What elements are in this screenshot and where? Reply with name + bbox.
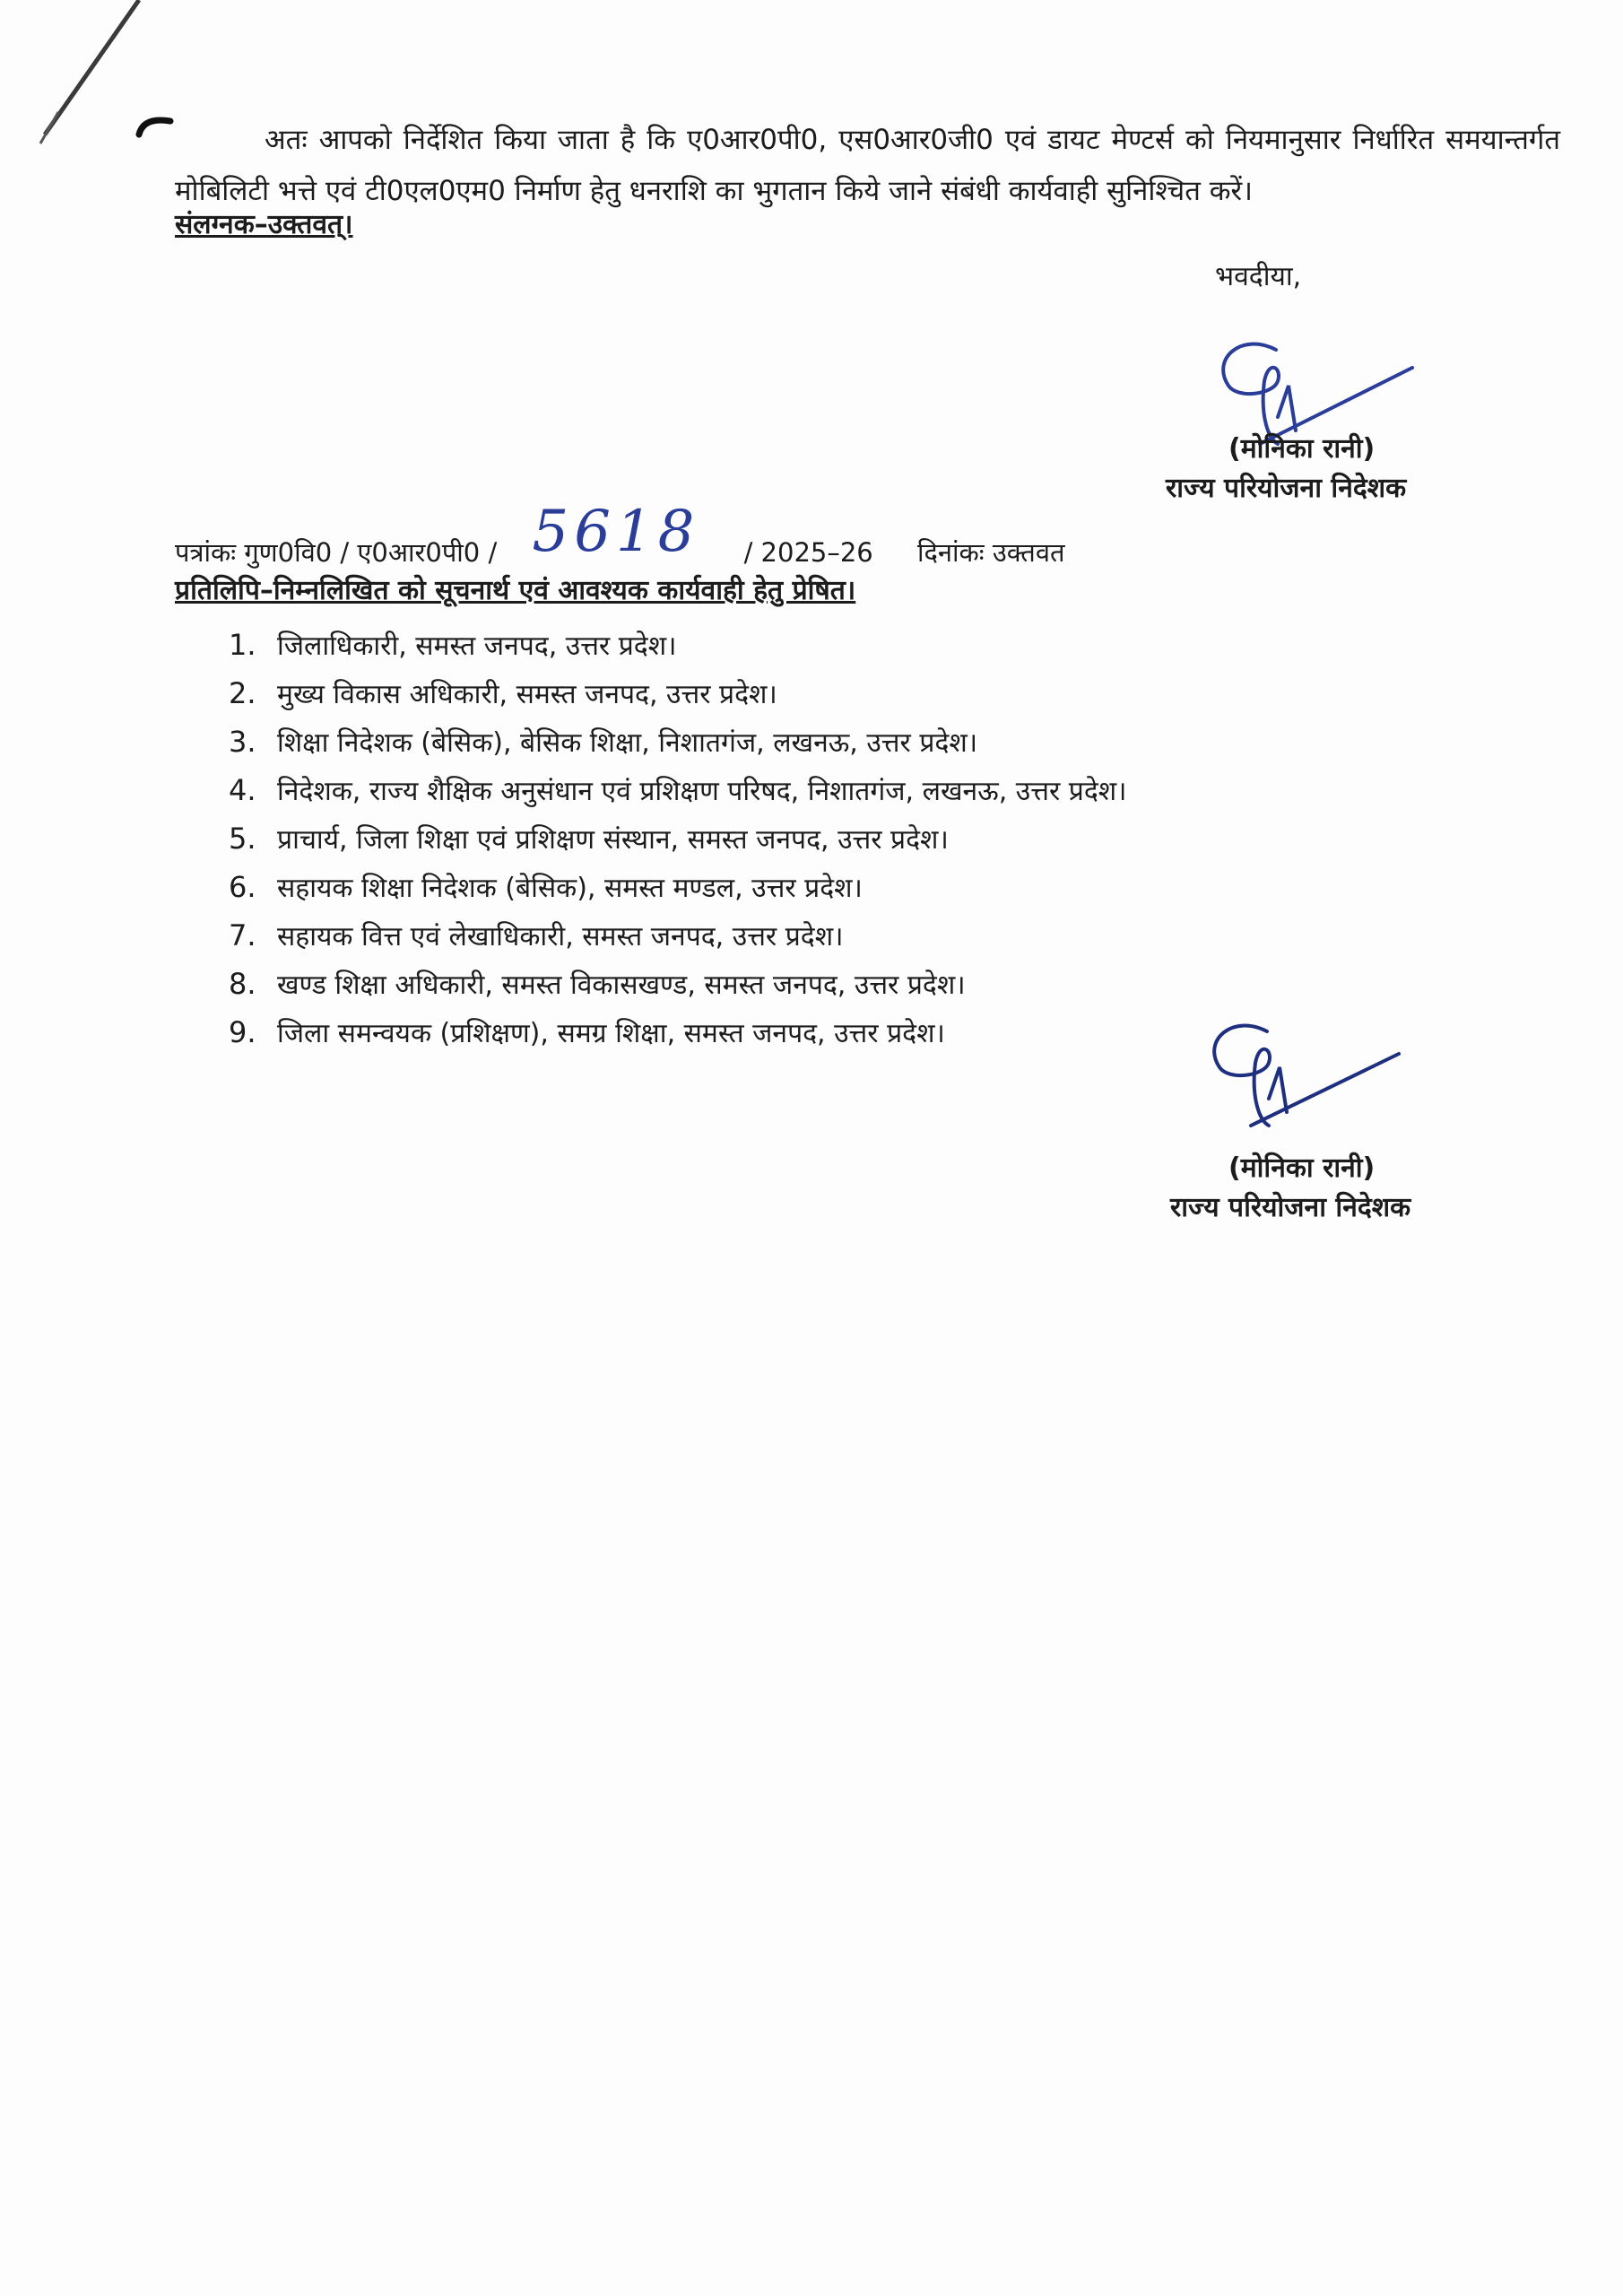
enclosure-note: संलग्नक–उक्तवत्। (175, 209, 353, 240)
signatory-designation-1: राज्य परियोजना निदेशक (1166, 473, 1407, 504)
list-item (229, 814, 1127, 863)
handwritten-signature-2 (1197, 1013, 1412, 1139)
letter-body-paragraph: अतः आपको निर्देशित किया जाता है कि ए0आर0पी0, एस0आर0जी0 एवं डायट मेण्टर्स को नियमानुसार निर्धारित समयान्तर्गत मोबिलिटी भत्ते एवं टी0एल0एम0 निर्माण हेतु धनराशि का भुगतान किये जाने संबंधी कार्यवाही सुनिश्चित करें। (175, 124, 1560, 207)
list-item (229, 863, 1127, 911)
copy-to-heading: प्रतिलिपि–निम्नलिखित को सूचनार्थ एवं आवश्यक कार्यवाही हेतु प्रेषित। (175, 575, 856, 606)
list-item-number: 9. (229, 1015, 256, 1049)
list-item (229, 766, 1127, 814)
list-item-number: 2. (229, 676, 256, 710)
list-item-text: सहायक वित्त एवं लेखाधिकारी, समस्त जनपद, उत्तर प्रदेश। (277, 921, 844, 952)
copy-recipient-list (229, 621, 1127, 1057)
list-item-text: मुख्य विकास अधिकारी, समस्त जनपद, उत्तर प्रदेश। (277, 679, 777, 710)
list-item-number: 4. (229, 773, 256, 807)
reference-line (175, 499, 1065, 576)
list-item-number: 6. (229, 870, 256, 904)
list-item (229, 911, 1127, 960)
punch-hole-mark (135, 112, 179, 139)
list-item-number: 1. (229, 628, 256, 662)
list-item-text: निदेशक, राज्य शैक्षिक अनुसंधान एवं प्रशिक्षण परिषद, निशातगंज, लखनऊ, उत्तर प्रदेश। (277, 776, 1127, 807)
signatory-name-1: (मोनिका रानी) (1228, 433, 1376, 465)
list-item-number: 3. (229, 725, 256, 759)
list-item-text: सहायक शिक्षा निदेशक (बेसिक), समस्त मण्डल, उत्तर प्रदेश। (277, 873, 863, 904)
list-item (229, 621, 1127, 669)
list-item-text: शिक्षा निदेशक (बेसिक), बेसिक शिक्षा, निशातगंज, लखनऊ, उत्तर प्रदेश। (277, 727, 978, 759)
list-item (229, 718, 1127, 766)
list-item-text: खण्ड शिक्षा अधिकारी, समस्त विकासखण्ड, समस्त जनपद, उत्तर प्रदेश। (277, 970, 966, 1001)
list-item-text: प्राचार्य, जिला शिक्षा एवं प्रशिक्षण संस्थान, समस्त जनपद, उत्तर प्रदेश। (277, 824, 949, 856)
list-item (229, 960, 1127, 1008)
list-item-number: 7. (229, 918, 256, 952)
list-item-text: जिलाधिकारी, समस्त जनपद, उत्तर प्रदेश। (277, 631, 677, 662)
list-item (229, 1008, 1127, 1057)
page-scratch-mark (18, 0, 143, 161)
reference-year: / 2025–26 (743, 537, 873, 568)
list-item (229, 669, 1127, 718)
reference-date: दिनांकः उक्तवत (916, 537, 1065, 568)
list-item-number: 5. (229, 822, 256, 856)
list-item-number: 8. (229, 967, 256, 1001)
signatory-designation-2: राज्य परियोजना निदेशक (1170, 1192, 1411, 1223)
list-item-text: जिला समन्वयक (प्रशिक्षण), समग्र शिक्षा, समस्त जनपद, उत्तर प्रदेश। (277, 1018, 945, 1049)
handwritten-letter-number: 5618 (532, 499, 700, 565)
signatory-name-2: (मोनिका रानी) (1228, 1152, 1376, 1184)
closing-salutation: भवदीया, (1215, 261, 1302, 292)
reference-label: पत्रांकः गुण0वि0 / ए0आर0पी0 / (175, 537, 498, 568)
